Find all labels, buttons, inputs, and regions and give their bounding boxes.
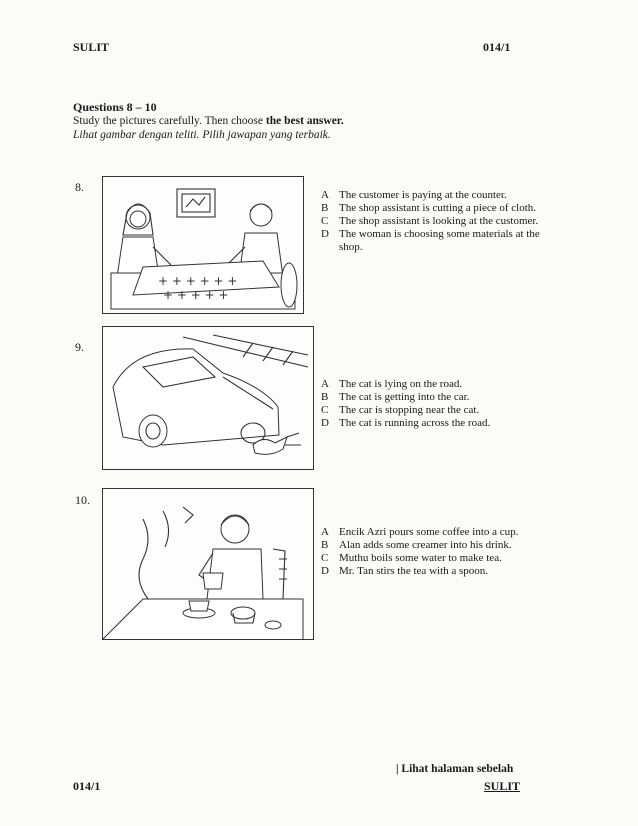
question-number: 9. bbox=[75, 340, 84, 354]
next-page-note: | Lihat halaman sebelah bbox=[396, 763, 514, 775]
question-8-picture bbox=[102, 176, 304, 314]
option-letter: D bbox=[321, 417, 329, 429]
instruction-malay: Lihat gambar dengan teliti. Pilih jawapan yang terbaik. bbox=[73, 129, 331, 141]
section-title: Questions 8 – 10 bbox=[73, 100, 157, 114]
question-9-picture bbox=[102, 326, 314, 470]
option-c[interactable] bbox=[321, 404, 546, 417]
svg-text:+ + + + +: + + + + + bbox=[163, 288, 229, 302]
option-letter: A bbox=[321, 378, 329, 390]
option-text: The woman is choosing some materials at the shop. bbox=[339, 228, 540, 253]
option-text: The customer is paying at the counter. bbox=[339, 189, 507, 201]
option-letter: C bbox=[321, 215, 329, 227]
svg-text:+ + + + + +: + + + + + + bbox=[158, 274, 238, 288]
option-letter: D bbox=[321, 228, 329, 240]
footer-left: 014/1 bbox=[73, 779, 101, 793]
option-text: Muthu boils some water to make tea. bbox=[339, 552, 502, 564]
option-c[interactable] bbox=[321, 215, 546, 228]
shop-counter-illustration bbox=[103, 177, 303, 313]
question-number: 8. bbox=[75, 180, 84, 194]
footer-right: SULIT bbox=[484, 779, 521, 793]
option-a[interactable] bbox=[321, 526, 561, 539]
option-letter: D bbox=[321, 565, 329, 577]
option-d[interactable] bbox=[321, 565, 561, 578]
man-pouring-drink-illustration bbox=[103, 489, 313, 639]
option-text: The cat is lying on the road. bbox=[339, 378, 463, 390]
option-a[interactable] bbox=[321, 378, 546, 391]
option-letter: B bbox=[321, 202, 329, 214]
option-b[interactable] bbox=[321, 202, 546, 215]
question-8-options bbox=[321, 189, 546, 254]
option-letter: A bbox=[321, 189, 329, 201]
header-left: SULIT bbox=[73, 40, 110, 54]
option-text: Alan adds some creamer into his drink. bbox=[339, 539, 512, 551]
option-text: Encik Azri pours some coffee into a cup. bbox=[339, 526, 519, 538]
option-a[interactable] bbox=[321, 189, 546, 202]
option-d[interactable] bbox=[321, 228, 546, 254]
option-text: The car is stopping near the cat. bbox=[339, 404, 480, 416]
header-right: 014/1 bbox=[483, 40, 511, 54]
instruction-text: Study the pictures carefully. Then choose bbox=[73, 115, 266, 127]
option-text: The shop assistant is looking at the customer. bbox=[339, 215, 539, 227]
option-letter: B bbox=[321, 539, 329, 551]
option-text: Mr. Tan stirs the tea with a spoon. bbox=[339, 565, 489, 577]
option-text: The shop assistant is cutting a piece of cloth. bbox=[339, 202, 537, 214]
question-number: 10. bbox=[75, 493, 90, 507]
option-letter: A bbox=[321, 526, 329, 538]
option-letter: C bbox=[321, 404, 329, 416]
option-letter: B bbox=[321, 391, 329, 403]
instruction-emphasis: the best answer. bbox=[265, 115, 344, 127]
option-letter: C bbox=[321, 552, 329, 564]
option-d[interactable] bbox=[321, 417, 546, 430]
option-c[interactable] bbox=[321, 552, 561, 565]
question-9-options bbox=[321, 378, 546, 430]
instruction-english bbox=[73, 115, 344, 127]
option-b[interactable] bbox=[321, 539, 561, 552]
option-b[interactable] bbox=[321, 391, 546, 404]
option-text: The cat is running across the road. bbox=[339, 417, 491, 429]
question-10-options bbox=[321, 526, 561, 578]
car-and-cat-illustration bbox=[103, 327, 313, 469]
option-text: The cat is getting into the car. bbox=[339, 391, 470, 403]
question-10-picture bbox=[102, 488, 314, 640]
